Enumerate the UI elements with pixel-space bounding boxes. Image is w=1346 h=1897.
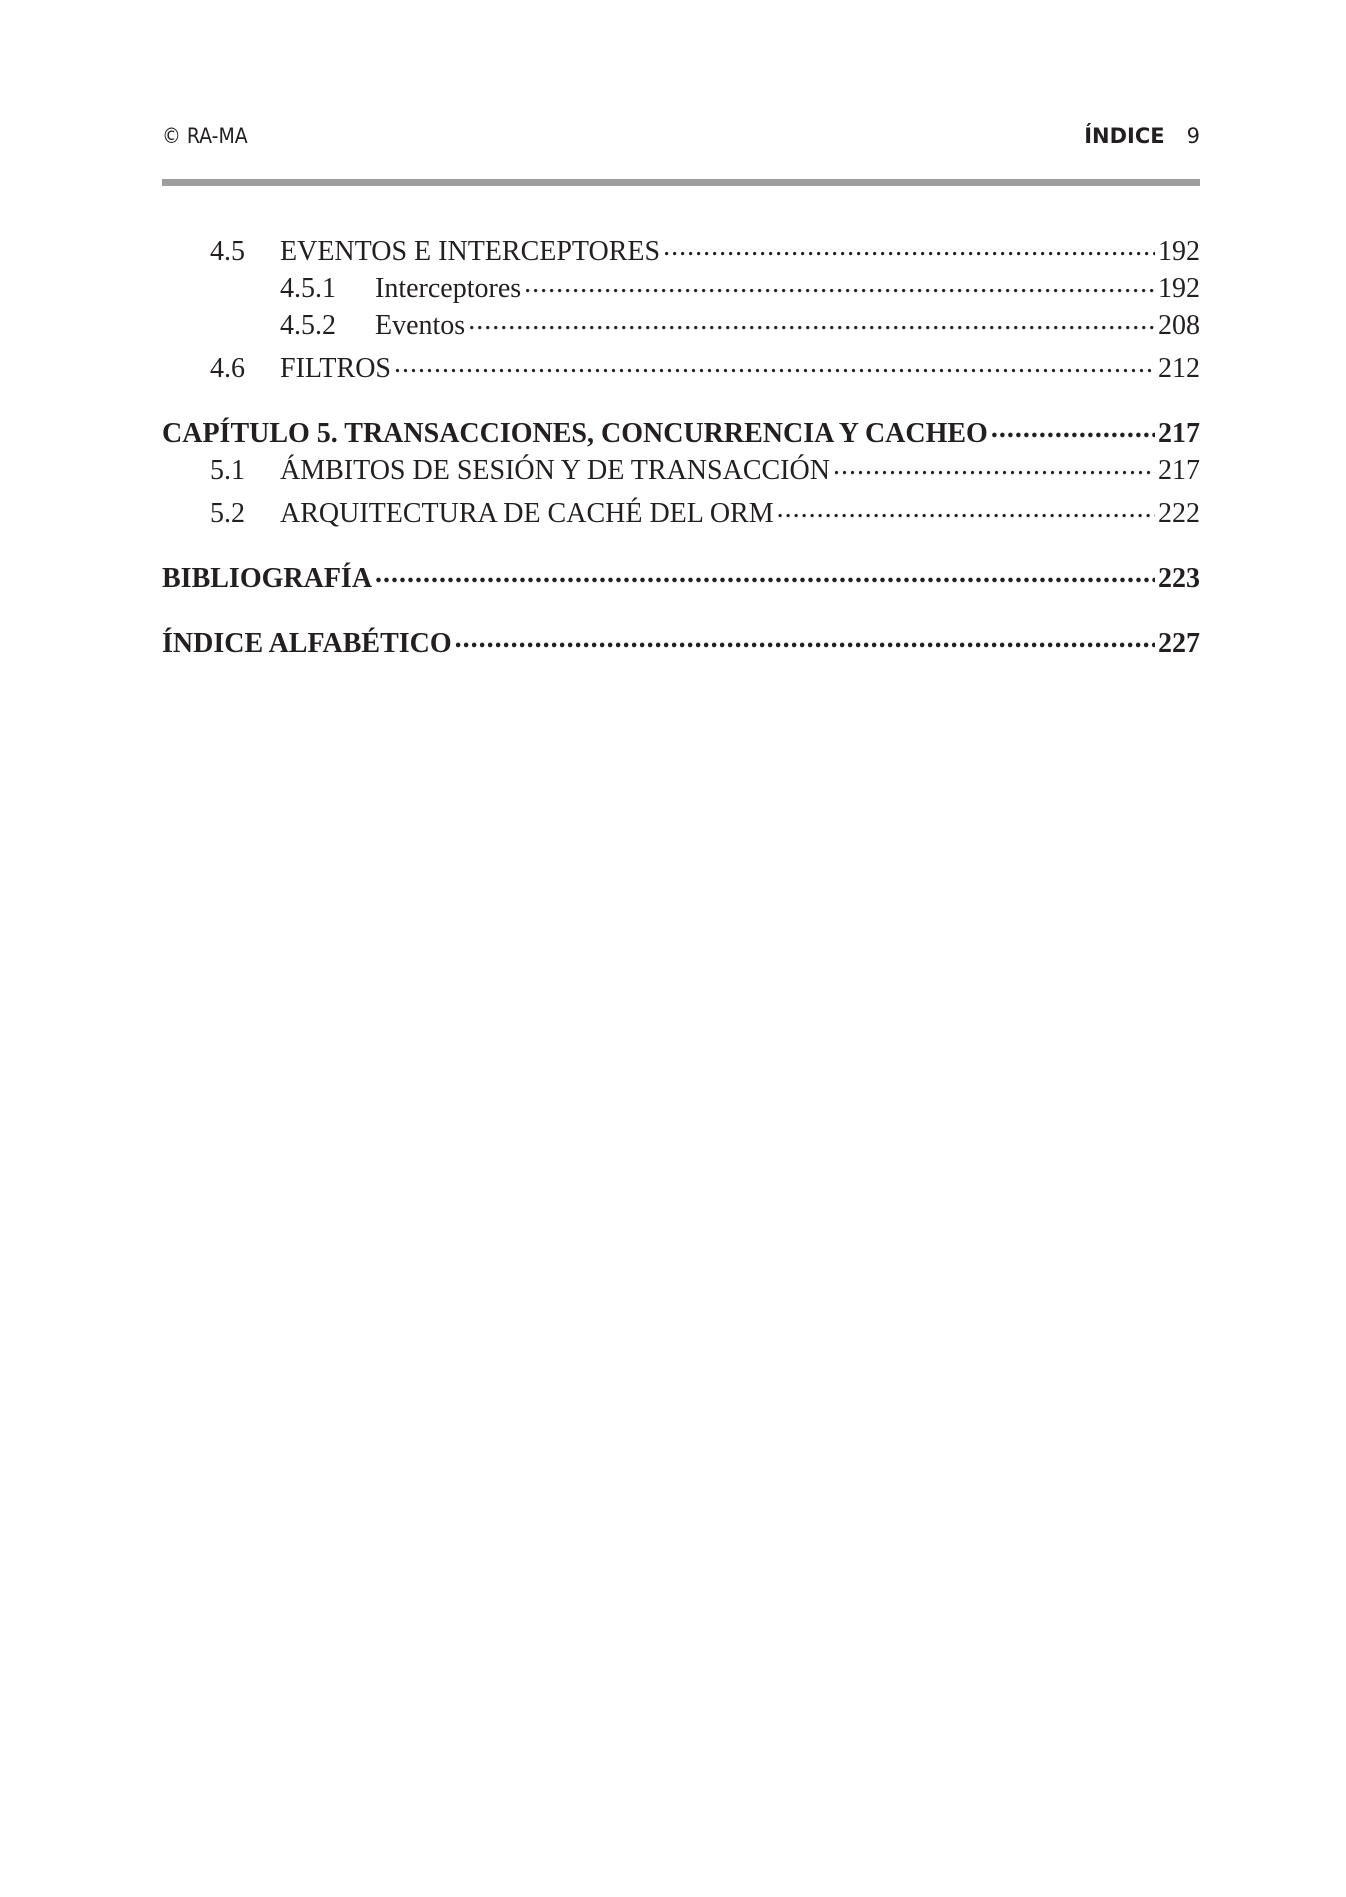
toc-entry-indice-alfabetico[interactable]	[162, 624, 1200, 661]
toc-entry-page: 222	[1158, 498, 1200, 529]
toc-entry-bibliografia[interactable]	[162, 559, 1200, 596]
toc-dot-leader	[663, 232, 1155, 260]
toc-dot-leader	[833, 451, 1155, 479]
toc-dot-leader	[375, 559, 1155, 587]
toc-entry-number: 4.5.2	[280, 310, 336, 341]
toc-entry-title: Interceptores	[375, 273, 522, 304]
toc-dot-leader	[394, 349, 1155, 377]
table-of-contents	[162, 232, 1200, 661]
toc-entry-page: 192	[1158, 236, 1200, 267]
toc-entry-page: 208	[1158, 310, 1200, 341]
toc-entry-title: Eventos	[375, 310, 466, 341]
header-rule	[162, 179, 1200, 186]
page-number: 9	[1186, 124, 1200, 148]
toc-entry-page: 217	[1158, 455, 1200, 486]
toc-dot-leader	[777, 494, 1155, 522]
toc-entry-page: 192	[1158, 273, 1200, 304]
publisher-label: © RA-MA	[162, 124, 248, 148]
toc-entry-4-5-2[interactable]	[162, 306, 1200, 343]
toc-entry-number: 5.2	[210, 498, 245, 529]
toc-entry-number: 4.6	[210, 353, 245, 384]
toc-entry-number: 5.1	[210, 455, 245, 486]
toc-dot-leader	[991, 414, 1155, 442]
toc-entry-title: ÁMBITOS DE SESIÓN Y DE TRANSACCIÓN	[280, 455, 830, 486]
toc-entry-4-5[interactable]	[162, 232, 1200, 269]
toc-entry-title: FILTROS	[280, 353, 392, 384]
toc-entry-chapter-5[interactable]	[162, 414, 1200, 451]
toc-entry-title: CAPÍTULO 5. TRANSACCIONES, CONCURRENCIA Y CACHEO	[162, 418, 988, 449]
toc-dot-leader	[455, 624, 1155, 652]
header-right	[1084, 124, 1200, 148]
toc-dot-leader	[468, 306, 1155, 334]
toc-entry-4-6[interactable]	[162, 349, 1200, 386]
toc-entry-5-2[interactable]	[162, 494, 1200, 531]
toc-entry-page: 212	[1158, 353, 1200, 384]
toc-entry-number: 4.5.1	[280, 273, 336, 304]
toc-entry-page: 227	[1158, 628, 1200, 659]
toc-entry-number: 4.5	[210, 236, 245, 267]
page-header	[162, 116, 1200, 156]
toc-dot-leader	[524, 269, 1155, 297]
toc-entry-5-1[interactable]	[162, 451, 1200, 488]
section-title: ÍNDICE	[1084, 124, 1165, 148]
toc-entry-4-5-1[interactable]	[162, 269, 1200, 306]
toc-entry-title: EVENTOS E INTERCEPTORES	[280, 236, 661, 267]
toc-entry-title: ÍNDICE ALFABÉTICO	[162, 628, 452, 659]
toc-entry-title: ARQUITECTURA DE CACHÉ DEL ORM	[280, 498, 774, 529]
toc-entry-title: BIBLIOGRAFÍA	[162, 563, 373, 594]
toc-entry-page: 217	[1158, 418, 1200, 449]
toc-entry-page: 223	[1158, 563, 1200, 594]
